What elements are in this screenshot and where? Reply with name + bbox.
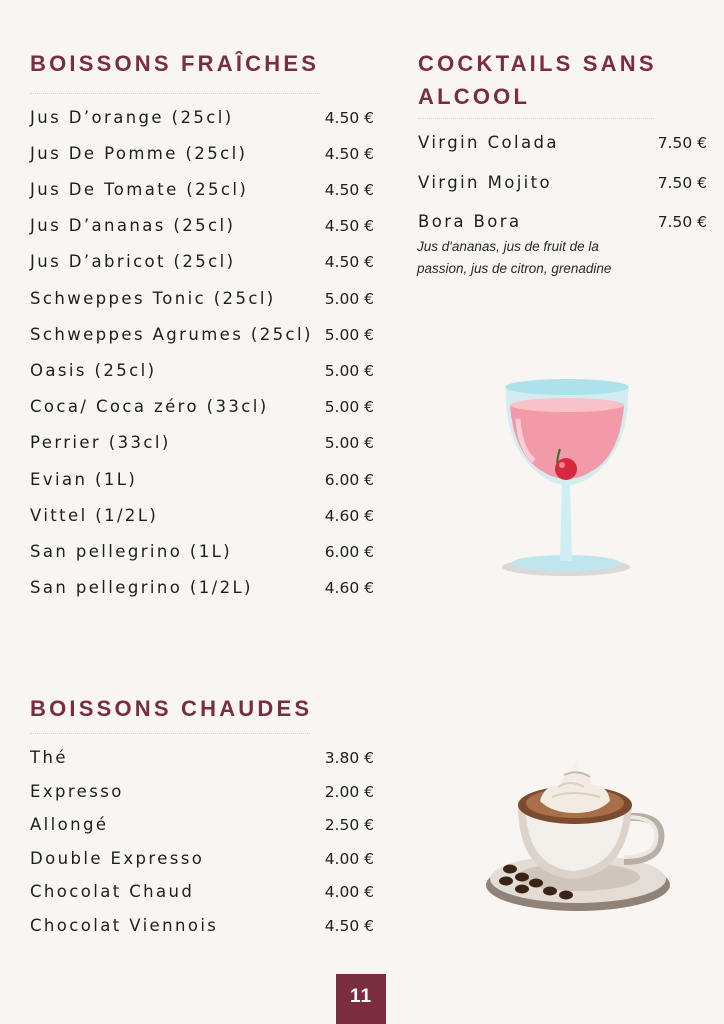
menu-item-price: 5.00 € [324,434,374,452]
menu-item [30,323,374,347]
menu-item [30,847,374,871]
menu-item-price: 4.50 € [324,181,374,199]
menu-item-name: Bora Bora [418,212,522,231]
menu-item-price: 5.00 € [324,326,374,344]
menu-item-price: 7.50 € [657,134,707,152]
menu-item-name: Perrier (33cl) [30,433,171,452]
menu-item-price: 4.60 € [324,507,374,525]
menu-item-name: San pellegrino (1/2L) [30,578,253,597]
menu-item-name: Oasis (25cl) [30,361,157,380]
cold-drinks-divider [30,93,320,94]
pink-cocktail-glass-illustration [490,375,640,585]
menu-item-price: 4.00 € [324,850,374,868]
menu-item-name: Double Expresso [30,849,205,868]
menu-item-price: 4.00 € [324,883,374,901]
menu-item-name: Coca/ Coca zéro (33cl) [30,397,269,416]
menu-item-price: 5.00 € [324,362,374,380]
menu-item-name: Schweppes Agrumes (25cl) [30,325,313,344]
menu-item-price: 4.60 € [324,579,374,597]
menu-item [30,540,374,564]
menu-item [30,250,374,274]
menu-item-price: 7.50 € [657,174,707,192]
menu-item-name: Expresso [30,782,124,801]
menu-item-price: 5.00 € [324,290,374,308]
menu-item-name: Vittel (1/2L) [30,506,159,525]
menu-item [30,504,374,528]
menu-item-price: 4.50 € [324,253,374,271]
menu-item-name: Evian (1L) [30,470,138,489]
menu-item-name: Thé [30,748,68,767]
menu-item [30,214,374,238]
page-number: 11 [336,974,386,1024]
menu-item [30,106,374,130]
cold-drinks-title: BOISSONS FRAÎCHES [30,51,320,76]
menu-item [30,780,374,804]
menu-item-name: Chocolat Viennois [30,916,219,935]
menu-item-price: 4.50 € [324,917,374,935]
coffee-cup-illustration [478,755,678,915]
bora-bora-description: Jus d'ananas, jus de fruit de la passion, jus de citron, grenadine [417,239,612,276]
menu-item [30,395,374,419]
menu-item-name: Jus D’abricot (25cl) [30,252,236,271]
menu-item-price: 4.50 € [324,217,374,235]
hot-drinks-divider [30,733,310,734]
menu-item-price: 2.50 € [324,816,374,834]
menu-item-price: 7.50 € [657,213,707,231]
menu-item-price: 5.00 € [324,398,374,416]
menu-item [30,914,374,938]
menu-item [30,287,374,311]
menu-item-price: 2.00 € [324,783,374,801]
cocktails-title-line2: ALCOOL [418,84,531,109]
menu-item [30,359,374,383]
cocktails-title-line1: COCKTAILS SANS [418,51,657,76]
hot-drinks-title: BOISSONS CHAUDES [30,696,313,721]
menu-item [30,142,374,166]
menu-item [30,431,374,455]
menu-item-name: Virgin Colada [418,133,559,152]
menu-item-name: Virgin Mojito [418,173,553,192]
menu-item [418,210,707,234]
menu-item [30,468,374,492]
menu-item-price: 3.80 € [324,749,374,767]
menu-item [418,131,707,155]
menu-item-price: 6.00 € [324,471,374,489]
menu-item-name: Jus D’ananas (25cl) [30,216,236,235]
menu-item-name: Chocolat Chaud [30,882,195,901]
menu-item [30,746,374,770]
menu-item-name: Jus De Pomme (25cl) [30,144,248,163]
menu-item-name: Allongé [30,815,109,834]
cocktails-divider [418,118,654,119]
menu-item [30,576,374,600]
menu-item [30,813,374,837]
menu-item-price: 4.50 € [324,145,374,163]
menu-item-name: Schweppes Tonic (25cl) [30,289,276,308]
menu-item [418,171,707,195]
menu-item-name: San pellegrino (1L) [30,542,233,561]
menu-item-name: Jus D’orange (25cl) [30,108,234,127]
menu-item [30,880,374,904]
menu-item-price: 4.50 € [324,109,374,127]
menu-item-price: 6.00 € [324,543,374,561]
menu-item [30,178,374,202]
menu-item-name: Jus De Tomate (25cl) [30,180,249,199]
